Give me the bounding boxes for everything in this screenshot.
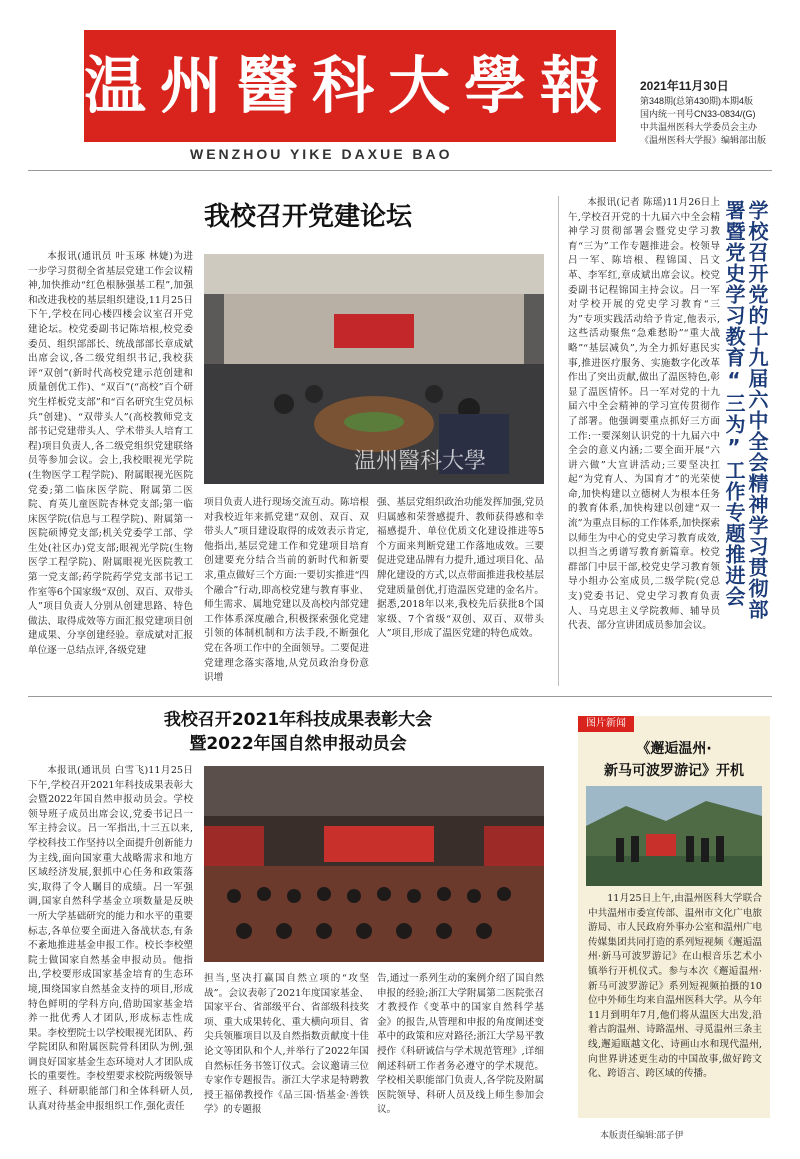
- issue-info: [640, 80, 800, 147]
- picture-news-photo: [586, 786, 762, 886]
- article1-photo: [204, 254, 544, 484]
- article1-col1: 本报讯(通讯员 叶玉琢 林婕)为进一步学习贯彻全省基层党建工作会议精神,加快推动“红色根脉强基工程”,加强和改进我校的基层组织建设,11月25日下午,学校在同心楼四楼会议室召开党建论坛。校党委副书记陈培根,校党委委员、组织部部长、统战部部长章成斌出席会议,各二级党组织书记,我校获评“双创”(新时代高校党建示范创建和质量创优工作)、“双百”(“高校”百个研究生样板党支部”和“百名研究生党员标兵”创建)、“双带头人”(高校教师党支部书记党建带头人、学术带头人培育工程)项目负责人,各二级党组织党建联络员等参加会议。会上,我校眼视光学院(生物医学工程学院)、附属眼视光医院党委;第二临床医学院、附属第二医院、育英儿童医院杏林党支部;第一临床医学院(信息与工程学院)、附属第一医院硕博党支部;机关党委学工部、学生处(社区办)党支部;眼视光学院(生物医学工程学院)、附属眼视光医院教工第一党支部;药学院药学党支部书记工作室等6个国家级“双创、双百、双带头人”项目负责人分别从创建思路、特色做法、取得成效等方面汇报党建项目创建成果、分享创建经验。章成斌对汇报单位逐一总结点评,各级党建: [28, 251, 193, 657]
- article3-title-line1: 我校召开2021年科技成果表彰大会: [163, 710, 433, 730]
- photo-watermark: 温州醫科大學: [354, 449, 487, 474]
- issue-number: 第348期(总第430期)本期4版: [640, 96, 754, 106]
- masthead-divider: [28, 170, 772, 171]
- article3-title: [28, 708, 568, 756]
- article1-title: 我校召开党建论坛: [203, 202, 412, 232]
- picture-news-title: [584, 738, 764, 782]
- issue-sponsor: 中共温州医科大学委员会主办: [640, 122, 758, 132]
- picture-news-body: 11月25日上午,由温州医科大学联合中共温州市委宣传部、温州市文化广电旅游局、市人民政府外事办公室和温州广电传媒集团共同打造的系列短视频《邂逅温州·新马可波罗游记》在山根音乐艺术小镇举行开机仪式。参与本次《邂逅温州·新马可波罗游记》系列短视频拍摄的10位中外师生均来自温州医科大学。从今年11月到明年7月,他们将从温医大出发,沿着古韵温州、诗路温州、寻觅温州三条主线,邂逅瓯越文化、诗画山水和现代温州,向世界讲述更生动的中国故事,做好跨文化、跨语言、跨区域的传播。: [588, 893, 762, 1080]
- article1-col3: 强、基层党组织政治功能发挥加强,党员归属感和荣誉感提升、教师获得感和幸福感提升、单位优质文化建设推进等5个方面来判断党建工作落地成效。三要促进党建品牌有力提升,通过项目化、品牌化建设的方式,以点带面推进我校基层党建质量创优,打造温医党建的金名片。据悉,2018年以来,我校先后获批8个国家级、7个省级“双创、双百、双带头人”项目,形成了温医党建的特色成效。: [377, 497, 544, 640]
- issue-cn: 国内统一刊号CN33-0834/(G): [640, 109, 756, 119]
- picture-news-tag: 图片新闻: [578, 716, 634, 732]
- article2-body: 本报讯(记者 陈瑶)11月26日上午,学校召开党的十九届六中全会精神学习贯彻部署会暨党史学习教育“三为”工作专题推进会。校领导吕一军、陈培根、程锦国、吕文革、李军红,章成斌出席会议。校党委副书记程锦国主持会议。吕一军对学校开展的党史学习教育“三为”专项实践活动给予肯定,他表示,这些活动聚焦“急难愁盼”“重大战略”“基层减负”,为全力抓好惠民实事,推进医疗服务、实施数字化改革作出了突出贡献,做出了温医特色,彰显了温医情怀。吕一军对党的十九届六中全会精神的学习宣传贯彻作了部署。他强调要重点抓好三方面工作:一要深刻认识党的十九届六中全会的意义内涵;二要全面开展“六讲六做”大宣讲活动;三要坚决扛起“为党育人、为国育才”的光荣使命,加快构建以立德树人为根本任务的教育体系,加快构建以创建“双一流”为重点目标的工作体系,加快探索以师生为中心的党史学习教育成效,以担当之勇谱写教育新篇章。校党群部门中层干部,校党史学习教育领导小组办公室成员,二级学院(党总支)党委书记、党史学习教育负责人、马克思主义学院教师、辅导员代表、部分宣讲团成员参加会议。: [568, 197, 720, 632]
- issue-dept: 《温州医科大学报》编辑部出版: [640, 135, 767, 145]
- masthead-pinyin: WENZHOU YIKE DAXUE BAO: [190, 146, 453, 162]
- article3-col1: 本报讯(通讯员 白雪飞)11月25日下午,学校召开2021年科技成果表彰大会暨2022年国自然申报动员会。学校领导班子成员出席会议,党委书记吕一军主持会议。吕一军指出,十三五以来,学校科技工作坚持以全面提升创新能力为主线,面向国家重大战略需求和地方区域经济发展,狠抓中心任务和政策落实,取得了令人瞩目的成绩。吕一军强调,国家自然科学基金立项数量是反映一所大学基础研究的能力和水平的重要标志,各单位要全面进入备战状态,有条不紊地推进基金申报工作。校长李校塑院士做国家自然基金申报动员。他指出,学校要形成国家基金培育的生态环境,围绕国家自然基金支持的项目,形成特色鲜明的学科方向,借助国家基金培养一批优秀人才团队,形成标志性成果。李校塑院士以学校眼视光团队、药学院团队和附属医院骨科团队为例,强调良好国家基金生态环境对人才团队成长的重要性。李校塑要求校院两级领导班子、科研职能部门和全体科研人员,认真对待基金申报组织工作,强化责任: [28, 765, 193, 1112]
- article1-col2: 项目负责人进行现场交流互动。陈培根对我校近年来抓党建“双创、双百、双带头人”项目建设取得的成效表示肯定,他指出,基层党建工作和党建项目培育创建要充分结合当前的新时代和新要求,重点做好三个方面:一要切实推进“四个融合”行动,即高校党建与教育事业、师生需求、属地党建以及高校内部党建工作体系深度融合,积极探索强化党建引领的体制机制和方法手段,不断强化党在各项工作中的全面领导。二要促进党建理念落实落地,从党员政治身份意识增: [204, 497, 369, 684]
- article2-vertical-title: 学校召开党的十九届六中全会精神学习贯彻部署暨党史学习教育“三为”工作专题推进会: [722, 200, 769, 620]
- picture-news-title-line1: 《邂逅温州·: [636, 741, 712, 757]
- article3-col2: 担当,坚决打赢国自然立项的“攻坚战”。会议表彰了2021年度国家基金、国家平台、省部级平台、省部级科技奖项、重大成果转化、重大横向项目、省尖兵领雁项目以及自然指数贡献度十佳论文等团队和个人,并举行了2022年国自然标任务书签订仪式。会议邀请三位专家作专题报告。浙江大学求是特聘教授王福俤教授作《品三国·悟基金·善铁学》的专题报: [204, 973, 369, 1116]
- column-divider: [558, 196, 559, 686]
- masthead-title: 温州醫科大學報: [84, 30, 616, 142]
- article3-col3: 告,通过一系列生动的案例介绍了国自然申报的经验;浙江大学附属第二医院张召才教授作《变革中的国家自然科学基金》的报告,从管理和申报的角度阐述变革中的政策和应对路径;浙江大学易平教授作《科研诚信与学术规范管理》,详细阐述科研工作者务必遵守的学术规范。学校相关职能部门负责人,各学院及附属医院领导、科研人员及线上师生参加会议。: [377, 973, 544, 1116]
- article3-photo: [204, 766, 544, 962]
- picture-news-title-line2: 新马可波罗游记》开机: [604, 763, 744, 779]
- issue-date: 2021年11月30日: [640, 79, 729, 93]
- section-divider: [28, 696, 772, 697]
- article3-title-line2: 暨2022年国自然申报动员会: [189, 734, 407, 754]
- page-editor: 本版责任编辑:邵子伊: [600, 1130, 684, 1140]
